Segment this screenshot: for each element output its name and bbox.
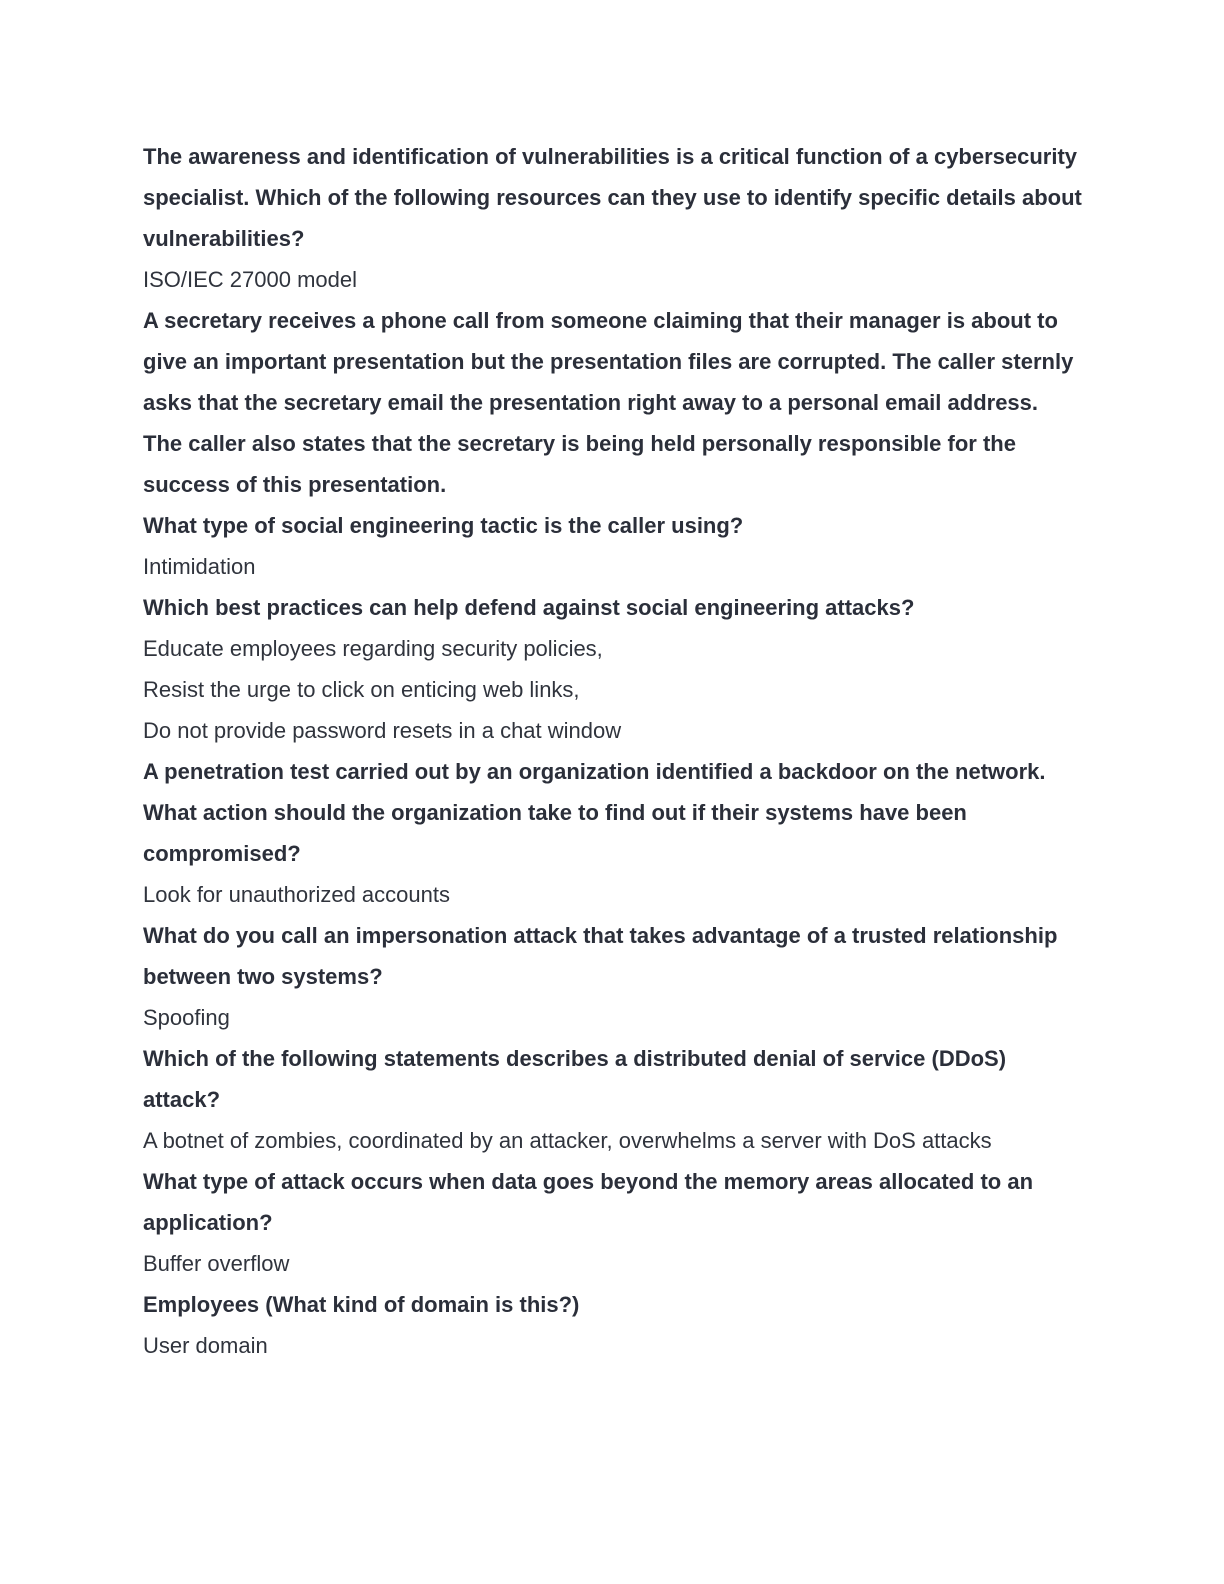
answer-7-line-1: Buffer overflow: [143, 1251, 290, 1276]
answer-3-line-2: Resist the urge to click on enticing web links,: [143, 677, 580, 702]
answer-3-line-3: Do not provide password resets in a chat window: [143, 718, 622, 743]
question-2-prompt: What type of social engineering tactic is the caller using?: [143, 513, 744, 538]
answer-4: [143, 874, 1083, 915]
answer-8: [143, 1325, 1083, 1366]
question-5: What do you call an impersonation attack that takes advantage of a trusted relationship between two systems?: [143, 923, 1058, 989]
question-2: A secretary receives a phone call from someone claiming that their manager is about to give an important presentation but the presentation files are corrupted. The caller sternly asks that the secretary email the presentation right away to a personal email address. The caller also states that the secretary is being held personally responsible for the success of this presentation.: [143, 308, 1074, 497]
answer-1-line-1: ISO/IEC 27000 model: [143, 267, 358, 292]
question-1: The awareness and identification of vulnerabilities is a critical function of a cybersecurity specialist. Which of the following resources can they use to identify specific details about vulnerabilities?: [143, 144, 1082, 251]
answer-6-line-1: A botnet of zombies, coordinated by an attacker, overwhelms a server with DoS attacks: [143, 1128, 992, 1153]
answer-6: [143, 1120, 1083, 1161]
answer-3-line-1: Educate employees regarding security policies,: [143, 636, 603, 661]
question-3: Which best practices can help defend against social engineering attacks?: [143, 595, 915, 620]
answer-2-line-1: Intimidation: [143, 554, 256, 579]
question-8: Employees (What kind of domain is this?): [143, 1292, 580, 1317]
answer-3: [143, 628, 1083, 751]
answer-7: [143, 1243, 1083, 1284]
question-4: A penetration test carried out by an organization identified a backdoor on the network. What action should the organization take to find out if their systems have been compromised?: [143, 759, 1046, 866]
answer-1: [143, 259, 1083, 300]
answer-4-line-1: Look for unauthorized accounts: [143, 882, 450, 907]
answer-8-line-1: User domain: [143, 1333, 268, 1358]
answer-2: [143, 546, 1083, 587]
answer-5: [143, 997, 1083, 1038]
question-6: Which of the following statements describes a distributed denial of service (DDoS) attack?: [143, 1046, 1007, 1112]
answer-5-line-1: Spoofing: [143, 1005, 230, 1030]
document-page: [143, 136, 1083, 1366]
question-7: What type of attack occurs when data goes beyond the memory areas allocated to an application?: [143, 1169, 1034, 1235]
